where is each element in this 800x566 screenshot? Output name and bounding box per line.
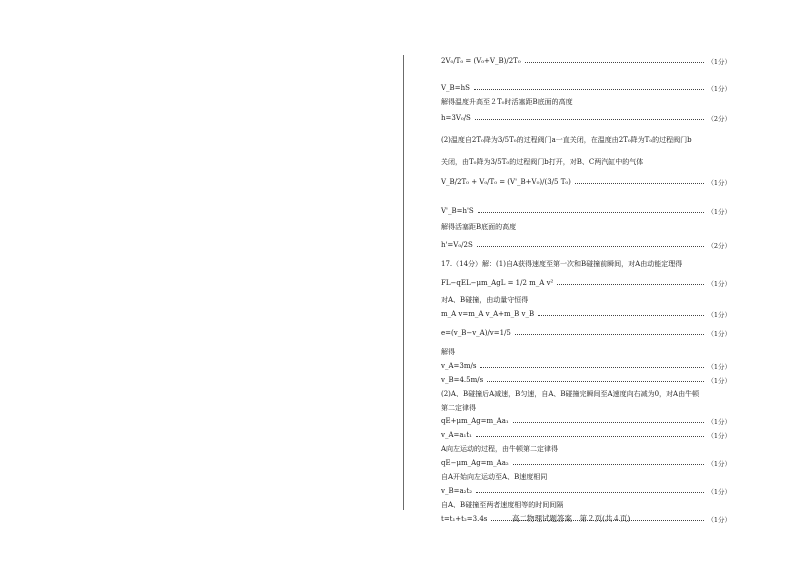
leader-dots: [480, 366, 704, 368]
leader-dots: [478, 211, 705, 213]
answer-line: [441, 488, 731, 495]
explanation-text: 第二定律得: [441, 404, 476, 412]
leader-dots: [513, 463, 705, 465]
score-label: （2分）: [707, 241, 731, 250]
explanation-text: (2)A、B碰撞后A减速，B匀速，自A、B碰撞完瞬间至A速度向右减为0，对A由牛顿: [441, 390, 700, 398]
explanation-text: 解得温度升高至２T₀时活塞距B底面的高度: [441, 98, 573, 106]
leader-dots: [575, 182, 704, 184]
explanation-text: 对A、B碰撞，由动量守恒得: [441, 296, 529, 304]
score-label: （1分）: [707, 57, 731, 66]
leader-dots: [475, 118, 705, 120]
explanation-text: A向左运动的过程，由牛顿第二定律得: [441, 445, 559, 453]
score-label: （2分）: [707, 114, 731, 123]
answer-line: [441, 85, 731, 92]
leader-dots: [487, 380, 704, 382]
answer-line: [441, 115, 731, 122]
answer-line: [441, 179, 731, 186]
formula: V'_B=h'S: [441, 207, 474, 215]
explanation-text: 自A、B碰撞至两者速度相等的时间间隔: [441, 501, 564, 509]
answer-line: [441, 242, 731, 249]
binding-margin-line: [403, 55, 404, 510]
formula: V_B=hS: [441, 84, 470, 92]
leader-dots: [477, 245, 705, 247]
formula: t=t₁+t₂=3.4s: [441, 515, 488, 523]
leader-dots: [476, 435, 704, 437]
leader-dots: [513, 421, 705, 423]
answer-line: [441, 377, 731, 384]
score-label: （1分）: [707, 376, 731, 385]
explanation-text: 自A开始向左运动至A、B速度相同: [441, 473, 548, 481]
formula: 2V₀/T₀ = (V₀+V_B)/2T₀: [441, 57, 521, 65]
explanation-text: 解得: [441, 348, 455, 356]
leader-dots: [474, 88, 704, 90]
formula: FL−qEL−μm_AgL = 1/2 m_A v²: [441, 279, 554, 287]
formula: v_A=3m/s: [441, 362, 477, 370]
leader-dots: [476, 491, 704, 493]
score-label: （1分）: [707, 310, 731, 319]
score-label: （1分）: [707, 84, 731, 93]
leader-dots: [515, 333, 704, 335]
explanation-text: (2)温度自2T₀降为3/5T₀的过程阀门a一直关闭，在温度由2T₀降为T₀的过程阀门b: [441, 136, 692, 144]
answer-line: [441, 208, 731, 215]
leader-dots: [525, 61, 705, 63]
page-footer: 高二物理试题答案 第２页(共４页): [512, 514, 631, 523]
formula: h=3V₀/S: [441, 114, 471, 122]
answer-line: [441, 460, 731, 467]
score-label: （1分）: [707, 362, 731, 371]
leader-dots: [557, 283, 704, 285]
explanation-text: 解得活塞距B底面的高度: [441, 223, 517, 231]
formula: qE+μm_Ag=m_Aa₁: [441, 417, 509, 425]
formula: h'=V₀/2S: [441, 241, 473, 249]
formula: m_A v=m_A v_A+m_B v_B: [441, 310, 535, 318]
score-label: （1分）: [707, 487, 731, 496]
formula: qE−μm_Ag=m_Aa₂: [441, 459, 509, 467]
score-label: （1分）: [707, 207, 731, 216]
score-label: （1分）: [707, 417, 731, 426]
explanation-text: 关闭，由T₀降为3/5T₀的过程阀门b打开，对B、C两汽缸中的气体: [441, 158, 644, 166]
formula: v_A=a₁t₁: [441, 431, 472, 439]
answer-line: [441, 311, 731, 318]
score-label: （1分）: [707, 431, 731, 440]
answer-line: [441, 432, 731, 439]
score-label: （1分）: [707, 279, 731, 288]
formula: v_B=4.5m/s: [441, 376, 484, 384]
score-label: （1分）: [707, 515, 731, 524]
formula: V_B/2T₀ + V₀/T₀ = (V'_B+V₀)/(3/5 T₀): [441, 178, 571, 186]
question-17-header: 17.（14分）解：(1)自A获得速度至第一次和B碰撞前瞬间，对A由动能定理得: [441, 260, 683, 268]
formula: v_B=a₂t₂: [441, 487, 473, 495]
answer-line: [441, 280, 731, 287]
score-label: （1分）: [707, 329, 731, 338]
leader-dots: [538, 314, 704, 316]
formula: e=(v_B−v_A)/v=1/5: [441, 329, 511, 337]
score-label: （1分）: [707, 459, 731, 468]
answer-line: [441, 418, 731, 425]
answer-line: [441, 58, 731, 65]
answer-line: [441, 363, 731, 370]
score-label: （1分）: [707, 178, 731, 187]
answer-line: [441, 330, 731, 337]
